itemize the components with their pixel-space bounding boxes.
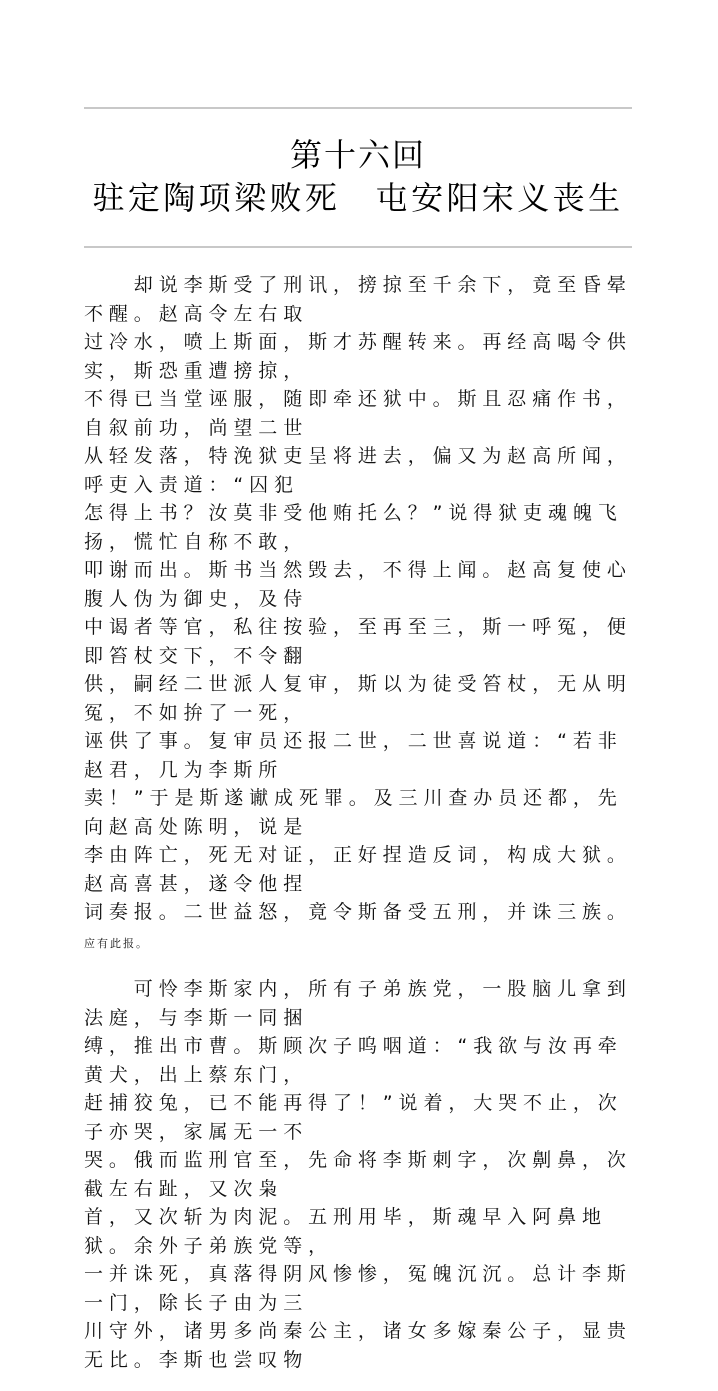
paragraph-1	[84, 271, 644, 958]
chapter-body	[84, 271, 644, 1391]
line: 供，嗣经二世派人复审，斯以为徒受笞杖，无从明冤，不如拚了一死，	[84, 673, 632, 724]
line: 诬供了事。复审员还报二世，二世喜说道：“若非赵君，几为李斯所	[84, 730, 623, 781]
bottom-divider	[84, 246, 632, 248]
paragraph-2	[84, 975, 644, 1374]
line: 卖！”于是斯遂谳成死罪。及三川查办员还都，先向赵高处陈明，说是	[84, 787, 623, 838]
line: 从轻发落，特浼狱吏呈将进去，偏又为赵高所闻，呼吏入责道：“囚犯	[84, 445, 632, 496]
line: 却说李斯受了刑讯，搒掠至千余下，竟至昏晕不醒。赵高令左右取	[84, 274, 632, 325]
chapter-title: 驻定陶项梁败死 屯安阳宋义丧生	[92, 179, 624, 217]
annotation-note: 应有此报。	[84, 936, 149, 950]
line: 叩谢而出。斯书当然毁去，不得上闻。赵高复使心腹人伪为御史，及侍	[84, 559, 632, 610]
line: 缚，推出市曹。斯顾次子呜咽道：“我欲与汝再牵黄犬，出上蔡东门，	[84, 1035, 623, 1086]
line: 词奏报。二世益怒，竟令斯备受五刑，并诛三族。	[84, 901, 632, 923]
line: 李由阵亡，死无对证，正好捏造反词，构成大狱。赵高喜甚，遂令他捏	[84, 844, 632, 895]
line: 过冷水，喷上斯面，斯才苏醒转来。再经高喝令供实，斯恐重遭搒掠，	[84, 331, 632, 382]
line: 中谒者等官，私往按验，至再至三，斯一呼冤，便即笞杖交下，不令翻	[84, 616, 632, 667]
line: 不得已当堂诬服，随即牵还狱中。斯且忍痛作书，自叙前功，尚望二世	[84, 388, 632, 439]
top-divider	[84, 107, 632, 109]
chapter-number: 第十六回	[289, 136, 426, 174]
line: 哭。俄而监刑官至，先命将李斯刺字，次劓鼻，次截左右趾，又次枭	[84, 1149, 632, 1200]
line: 可怜李斯家内，所有子弟族党，一股脑儿拿到法庭，与李斯一同捆	[84, 978, 632, 1029]
line: 怎得上书？汝莫非受他贿托么？”说得狱吏魂魄飞扬，慌忙自称不敢，	[84, 502, 623, 553]
line: 川守外，诸男多尚秦公主，诸女多嫁秦公子，显贵无比。李斯也尝叹物	[84, 1320, 632, 1371]
line: 首，又次斩为肉泥。五刑用毕，斯魂早入阿鼻地狱。余外子弟族党等，	[84, 1206, 607, 1257]
line: 一并诛死，真落得阴风惨惨，冤魄沉沉。总计李斯一门，除长子由为三	[84, 1263, 632, 1314]
line: 赶捕狡兔，已不能再得了！”说着，大哭不止，次子亦哭，家属无一不	[84, 1092, 623, 1143]
